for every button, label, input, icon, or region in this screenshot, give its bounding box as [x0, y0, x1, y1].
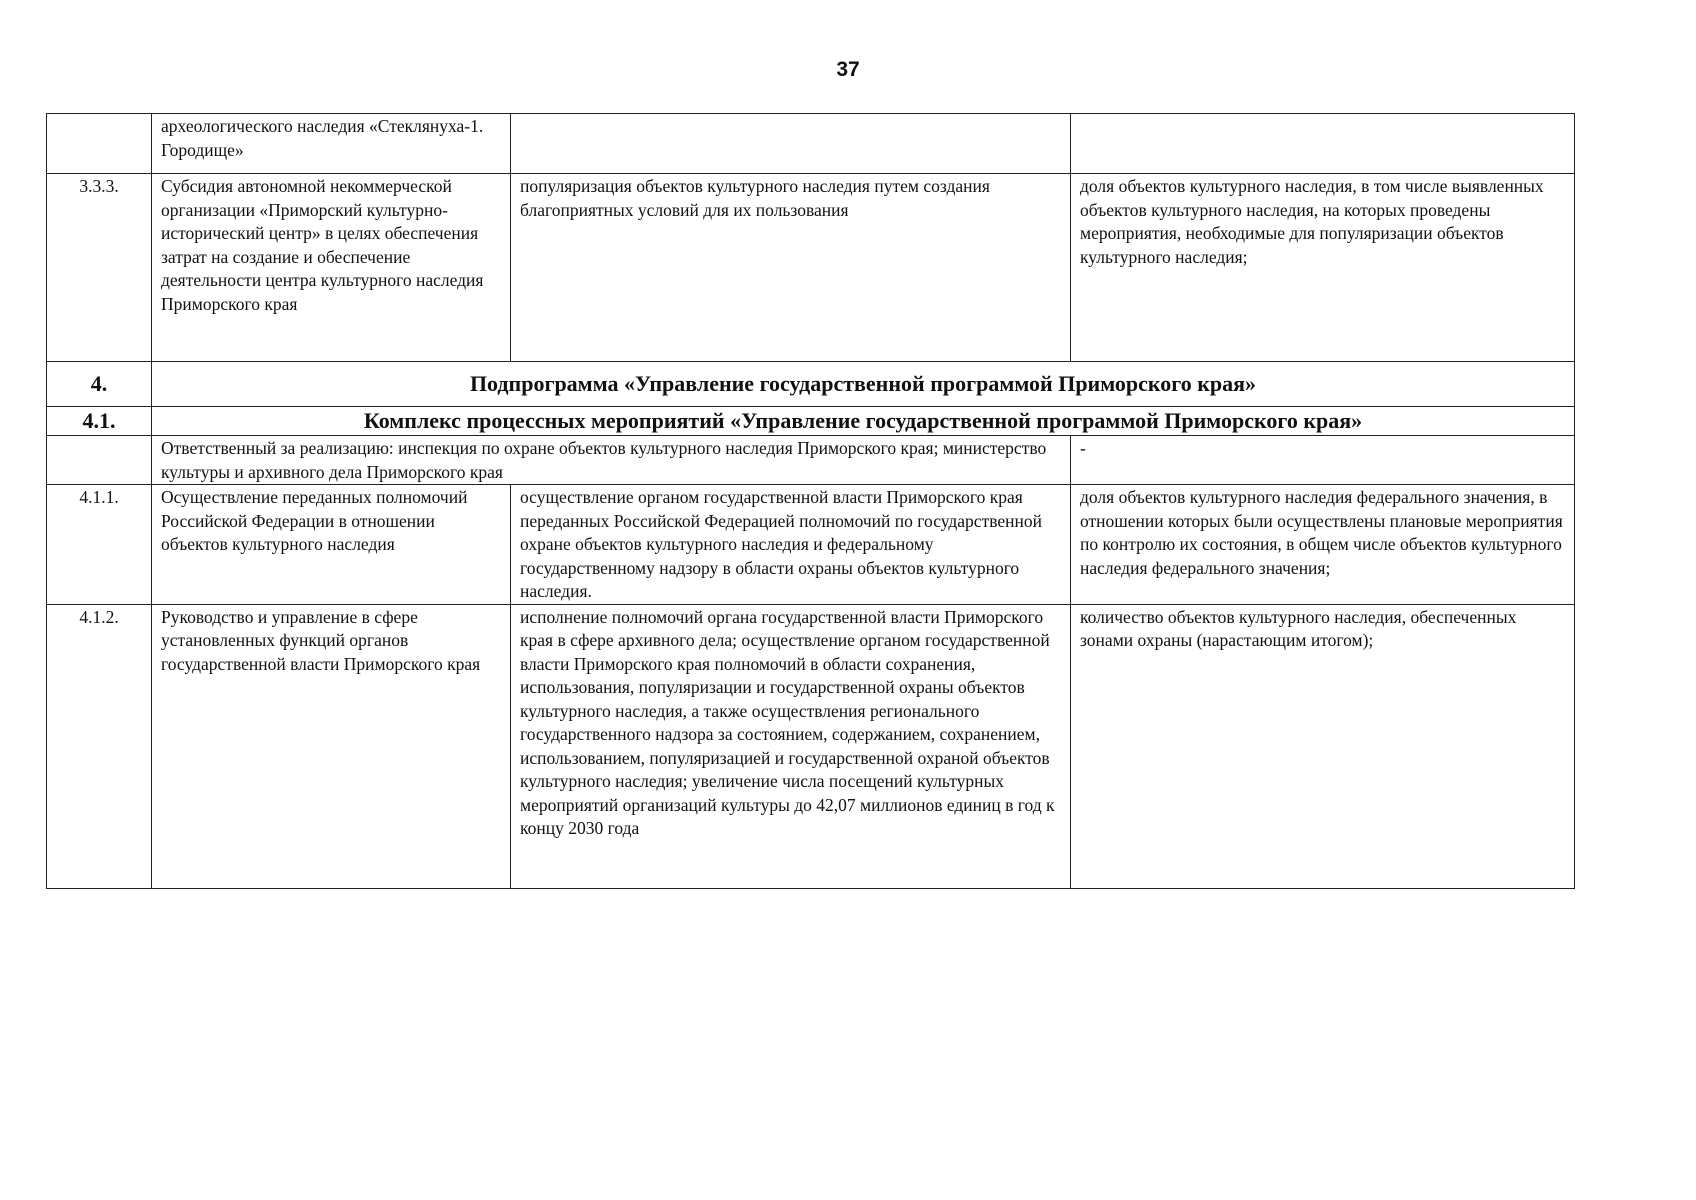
indicator: количество объектов культурного наследия, обеспеченных зонами охраны (нарастающим итогом);	[1071, 604, 1575, 888]
table-row	[47, 436, 1575, 485]
section-title: Комплекс процессных мероприятий «Управление государственной программой Приморского края»	[152, 407, 1575, 436]
measure-name: Руководство и управление в сфере установленных функций органов государственной власти Приморского края	[152, 604, 511, 888]
measure-name: Осуществление переданных полномочий Российской Федерации в отношении объектов культурного наследия	[152, 485, 511, 605]
table-row	[47, 174, 1575, 362]
program-table	[46, 113, 1575, 889]
responsible-text: Ответственный за реализацию: инспекция по охране объектов культурного наследия Приморского края; министерство культуры и архивного дела Приморского края	[152, 436, 1071, 485]
row-number: 3.3.3.	[47, 174, 152, 362]
indicator: -	[1071, 436, 1575, 485]
row-number	[47, 436, 152, 485]
measure-name: Субсидия автономной некоммерческой организации «Приморский культурно-исторический центр» в целях обеспечения затрат на создание и обеспечение деятельности центра культурного наследия Приморского края	[152, 174, 511, 362]
expected-result	[511, 114, 1071, 174]
table-row	[47, 485, 1575, 605]
section-number: 4.	[47, 362, 152, 407]
section-title: Подпрограмма «Управление государственной программой Приморского края»	[152, 362, 1575, 407]
indicator: доля объектов культурного наследия, в том числе выявленных объектов культурного наследия, на которых проведены мероприятия, необходимые для популяризации объектов культурного наследия;	[1071, 174, 1575, 362]
section-row	[47, 407, 1575, 436]
expected-result: исполнение полномочий органа государственной власти Приморского края в сфере архивного дела; осуществление органом государственной власти Приморского края полномочий в области сохранения, использования, популяризации и государственной охраны объектов культурного наследия, а также осуществления регионального государственного надзора за состоянием, содержанием, сохранением, использованием, популяризацией и государственной охраной объектов культурного наследия; увеличение числа посещений культурных мероприятий организаций культуры до 42,07 миллионов единиц в год к концу 2030 года	[511, 604, 1071, 888]
measure-name: археологического наследия «Стеклянуха-1. Городище»	[152, 114, 511, 174]
row-number: 4.1.1.	[47, 485, 152, 605]
page-number: 37	[836, 58, 860, 81]
table-row	[47, 604, 1575, 888]
table-row	[47, 114, 1575, 174]
indicator	[1071, 114, 1575, 174]
section-number: 4.1.	[47, 407, 152, 436]
section-row	[47, 362, 1575, 407]
expected-result: осуществление органом государственной власти Приморского края переданных Российской Федерацией полномочий по государственной охране объектов культурного наследия и федеральному государственному надзору в области охраны объектов культурного наследия.	[511, 485, 1071, 605]
indicator: доля объектов культурного наследия федерального значения, в отношении которых были осуществлены плановые мероприятия по контролю их состояния, в общем числе объектов культурного наследия федерального значения;	[1071, 485, 1575, 605]
row-number: 4.1.2.	[47, 604, 152, 888]
row-number	[47, 114, 152, 174]
expected-result: популяризация объектов культурного наследия путем создания благоприятных условий для их пользования	[511, 174, 1071, 362]
